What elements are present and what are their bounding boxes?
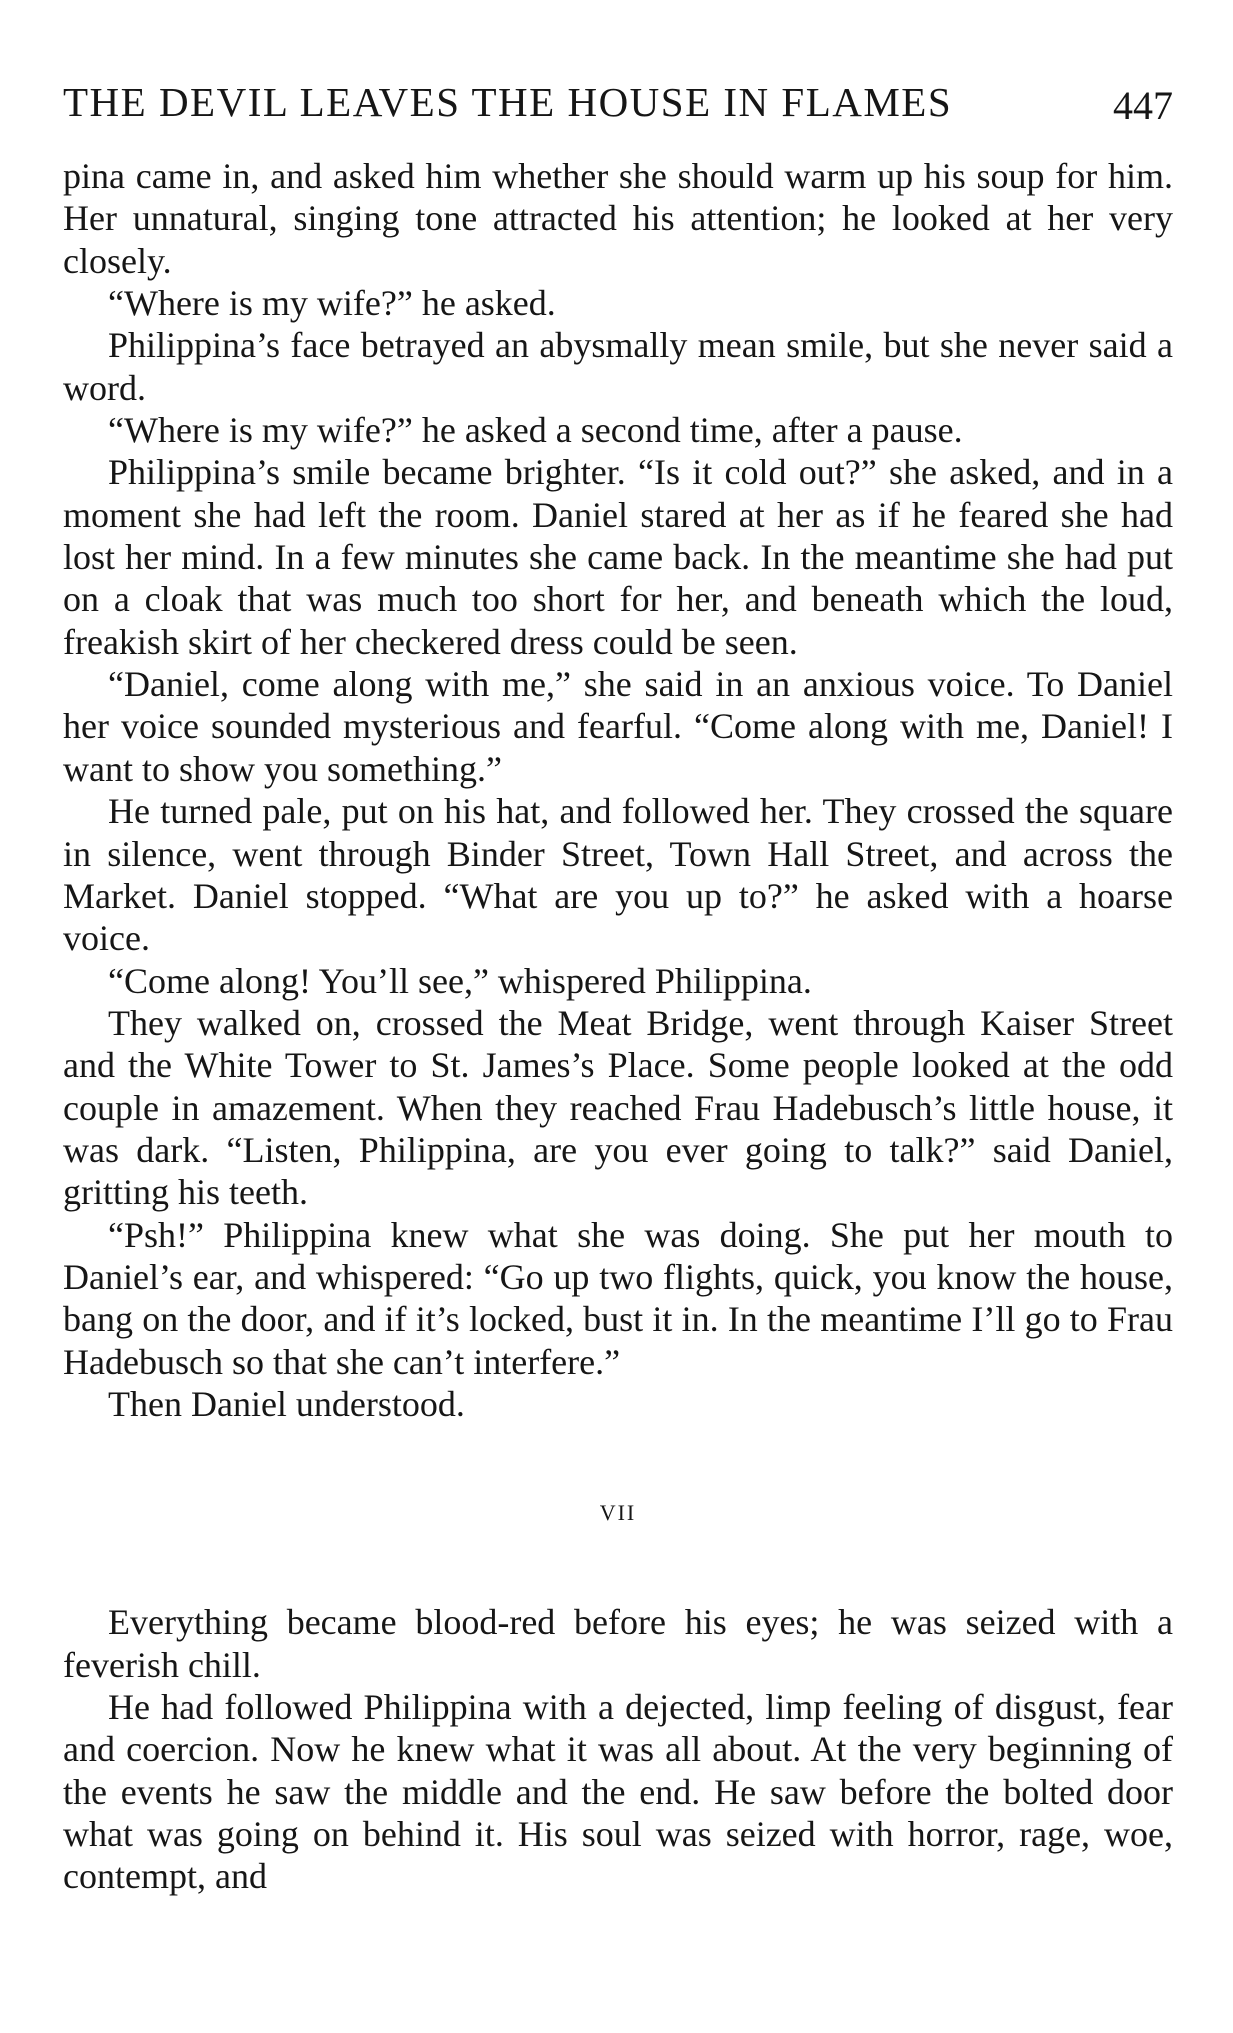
paragraph: He turned pale, put on his hat, and followed her. They crossed the square in silence, went through Binder Street, Town Hall Street, and across the Market. Daniel stopped. “What are you up to?” he asked with a hoarse voice. [63,791,1173,959]
paragraph: They walked on, crossed the Meat Bridge, went through Kaiser Street and the White Tower to St. James’s Place. Some people looked at the odd couple in amazement. When they reached Frau Hadebusch’s little house, it was dark. “Listen, Philippina, are you ever going to talk?” said Daniel, gritting his teeth. [63,1002,1173,1213]
paragraph: Philippina’s face betrayed an abysmally mean smile, but she never said a word. [63,325,1173,408]
page-number: 447 [1113,83,1173,128]
paragraph: “Psh!” Philippina knew what she was doing. She put her mouth to Daniel’s ear, and whispered: “Go up two flights, quick, you know the house, bang on the door, and if it’s locked, bust it in. In the meantime I’ll go to Frau Hadebusch so that she can’t interfere.” [63,1214,1173,1382]
paragraph: Then Daniel understood. [108,1383,465,1424]
paragraph: “Where is my wife?” he asked. [108,283,556,324]
paragraph: pina came in, and asked him whether she should warm up his soup for him. Her unnatural, singing tone attracted his attention; he looked at her very closely. [63,156,1173,281]
body-text [63,155,1173,1898]
paragraph: Everything became blood-red before his eyes; he was seized with a feverish chill. [63,1602,1173,1685]
paragraph: “Daniel, come along with me,” she said in an anxious voice. To Daniel her voice sounded mysterious and fearful. “Come along with me, Daniel! I want to show you something.” [63,664,1173,789]
paragraph: “Where is my wife?” he asked a second time, after a pause. [108,410,963,451]
running-title: THE DEVIL LEAVES THE HOUSE IN FLAMES [63,79,953,125]
paragraph: “Come along! You’ll see,” whispered Philippina. [108,960,812,1001]
paragraph: He had followed Philippina with a dejected, limp feeling of disgust, fear and coercion. Now he knew what it was all about. At the very beginning of the events he saw the middle and the end. He saw before the bolted door what was going on behind it. His soul was seized with horror, rage, woe, contempt, and [63,1687,1173,1897]
paragraph: Philippina’s smile became brighter. “Is it cold out?” she asked, and in a moment she had left the room. Daniel stared at her as if he feared she had lost her mind. In a few minutes she came back. In the meantime she had put on a cloak that was much too short for her, and beneath which the loud, freakish skirt of her checkered dress could be seen. [63,452,1173,662]
section-heading: VII [599,1500,637,1526]
running-head [63,74,1173,134]
